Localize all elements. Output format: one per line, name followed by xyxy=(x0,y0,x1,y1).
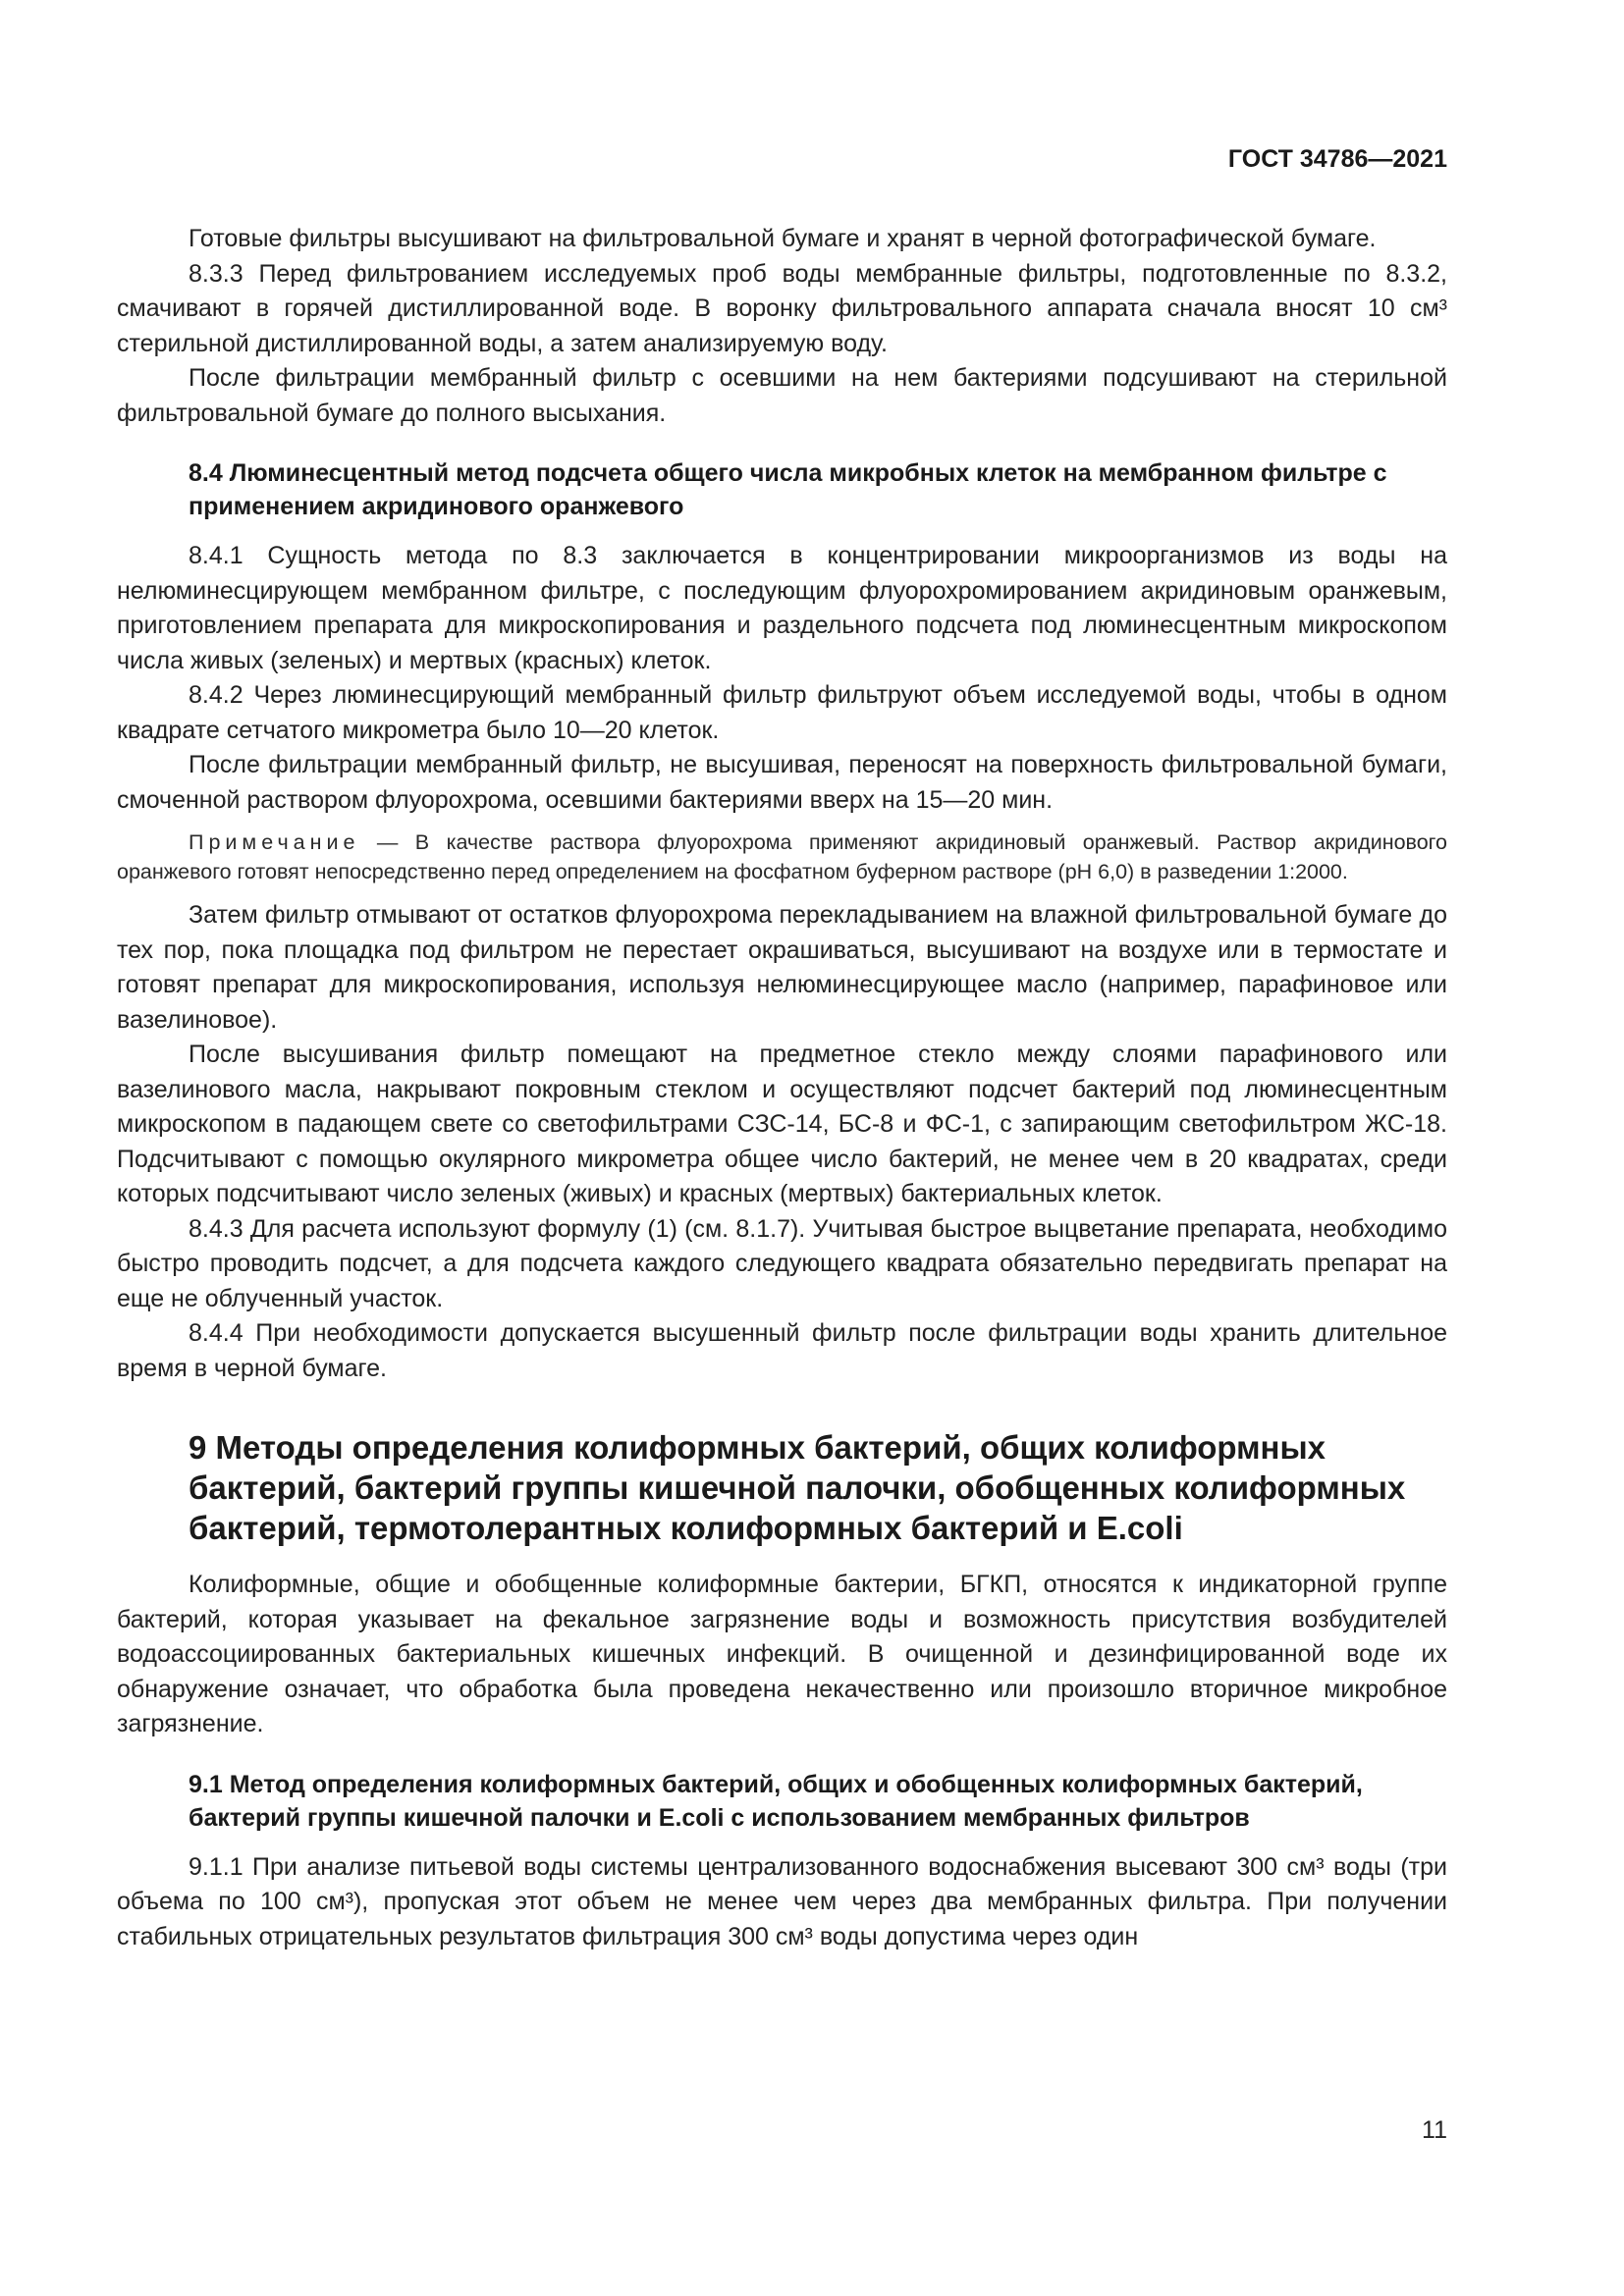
paragraph: Затем фильтр отмывают от остатков флуорохрома перекладыванием на влажной фильтровальной бумаге до тех пор, пока площадка под фильтром не перестает окрашиваться, высушивают на воздухе или в термостате и готовят препарат для микроскопирования, используя нелюминесцирующее масло (например, парафиновое или вазелиновое). xyxy=(117,901,1447,1034)
paragraph: После высушивания фильтр помещают на предметное стекло между слоями парафинового или вазелинового масла, накрывают покровным стеклом и осуществляют подсчет бактерий под люминесцентным микроскопом в падающем свете со светофильтрами СЗС-14, БС-8 и ФС-1, с запирающим светофильтром ЖС-18. Подсчитывают с помощью окулярного микрометра общее число бактерий, не менее чем в 20 квадратах, среди которых подсчитывают число зеленых (живых) и красных (мертвых) бактериальных клеток. xyxy=(117,1041,1447,1207)
standard-designation: ГОСТ 34786—2021 xyxy=(1227,145,1447,173)
page-number: 11 xyxy=(1422,2116,1447,2144)
paragraph: Готовые фильтры высушивают на фильтровальной бумаге и хранят в черной фотографической бумаге. xyxy=(189,225,1377,252)
note-text: — В качестве раствора флуорохрома применяют акридиновый оранжевый. Раствор акридинового оранжевого готовят непосредственно перед определением на фосфатном буферном растворе (pH 6,0) в разведении 1:2000. xyxy=(117,830,1447,883)
paragraph-8-4-2: 8.4.2 Через люминесцирующий мембранный фильтр фильтруют объем исследуемой воды, чтобы в одном квадрате сетчатого микрометра было 10—20 клеток. xyxy=(117,681,1447,744)
note-label: Примечание xyxy=(189,830,360,854)
note xyxy=(117,828,1447,886)
paragraph: После фильтрации мембранный фильтр, не высушивая, переносят на поверхность фильтровальной бумаги, смоченной раствором флуорохрома, осевшими бактериями вверх на 15—20 мин. xyxy=(117,751,1447,814)
paragraph-8-4-1: 8.4.1 Сущность метода по 8.3 заключается в концентрировании микроорганизмов из воды на нелюминесцирующем мембранном фильтре, с последующим флуорохромированием акридиновым оранжевым, приготовлением препарата для микроскопирования и раздельного подсчета под люминесцентным микроскопом числа живых (зеленых) и мертвых (красных) клеток. xyxy=(117,542,1447,674)
section-heading-8-4: 8.4 Люминесцентный метод подсчета общего числа микробных клеток на мембранном фильтре с применением акридинового оранжевого xyxy=(189,459,1387,520)
paragraph: После фильтрации мембранный фильтр с осевшими на нем бактериями подсушивают на стерильной фильтровальной бумаге до полного высыхания. xyxy=(117,364,1447,427)
section-heading-9-1: 9.1 Метод определения колиформных бактерий, общих и обобщенных колиформных бактерий, бактерий группы кишечной палочки и E.coli с использованием мембранных фильтров xyxy=(189,1770,1363,1832)
paragraph-9-1-1: 9.1.1 При анализе питьевой воды системы централизованного водоснабжения высевают 300 см³ воды (три объема по 100 см³), пропуская этот объем не менее чем через два мембранных фильтра. При получении стабильных отрицательных результатов фильтрация 300 см³ воды допустима через один xyxy=(117,1852,1447,1950)
paragraph-8-4-4: 8.4.4 При необходимости допускается высушенный фильтр после фильтрации воды хранить длительное время в черной бумаге. xyxy=(117,1319,1447,1382)
paragraph: Колиформные, общие и обобщенные колиформные бактерии, БГКП, относятся к индикаторной группе бактерий, которая указывает на фекальное загрязнение воды и возможность присутствия возбудителей водоассоциированных бактериальных кишечных инфекций. В очищенной и дезинфицированной воде их обнаружение означает, что обработка была проведена некачественно или произошло вторичное микробное загрязнение. xyxy=(117,1571,1447,1737)
section-heading-9: 9 Методы определения колиформных бактерий, общих колиформных бактерий, бактерий группы кишечной палочки, обобщенных колиформных бактерий, термотолерантных колиформных бактерий и E.coli xyxy=(189,1429,1406,1546)
paragraph-8-4-3: 8.4.3 Для расчета используют формулу (1) (см. 8.1.7). Учитывая быстрое выцветание препарата, необходимо быстро проводить подсчет, а для подсчета каждого следующего квадрата обязательно передвигать препарат на еще не облученный участок. xyxy=(117,1214,1447,1312)
page-content xyxy=(117,222,1447,1954)
paragraph-8-3-3: 8.3.3 Перед фильтрованием исследуемых проб воды мембранные фильтры, подготовленные по 8.3.2, смачивают в горячей дистиллированной воде. В воронку фильтровального аппарата сначала вносят 10 см³ стерильной дистиллированной воды, а затем анализируемую воду. xyxy=(117,259,1447,357)
